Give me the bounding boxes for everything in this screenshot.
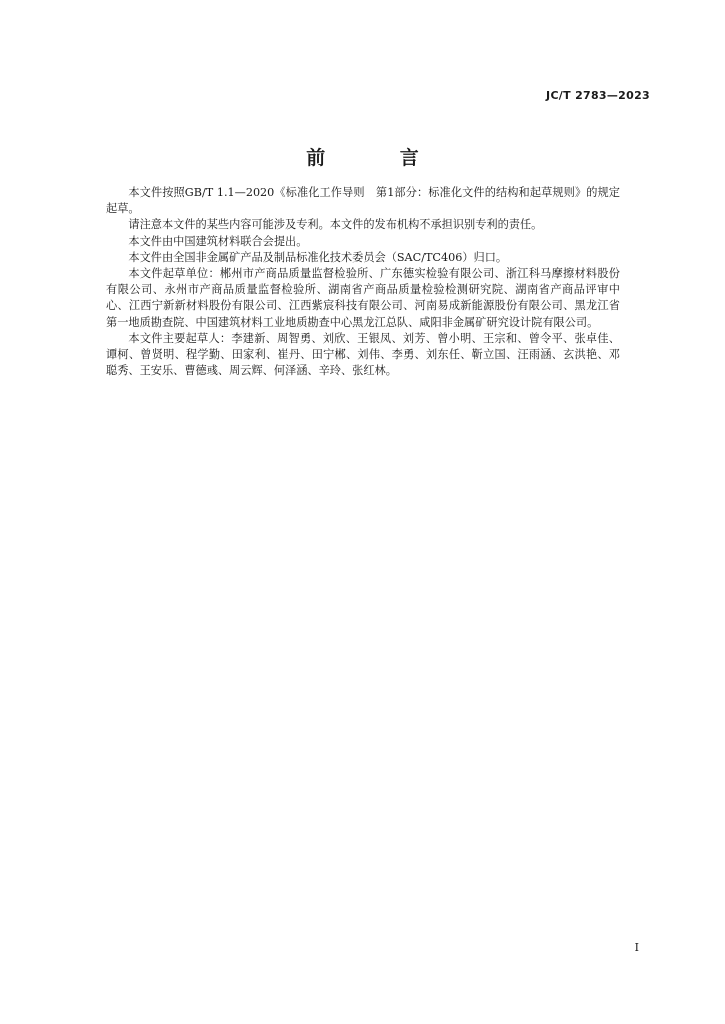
page-title: 前 言: [306, 147, 453, 169]
paragraph-proposer: 本文件由中国建筑材料联合会提出。: [128, 234, 308, 248]
paragraph-drafting-rules: 本文件按照GB/T 1.1—2020《标准化工作导则 第1部分：标准化文件的结构和起草规则》的规定起草。: [106, 186, 620, 216]
paragraph-technical-committee: 本文件由全国非金属矿产品及制品标准化技术委员会（SAC/TC406）归口。: [128, 250, 508, 264]
paragraph-drafting-units: 本文件起草单位：郴州市产商品质量监督检验所、广东德实检验有限公司、浙江科马摩擦材料股份有限公司、永州市产商品质量监督检验所、湖南省产商品质量检验检测研究院、湖南省产商品评审中心、江西宁新新材料股份有限公司、江西紫宸科技有限公司、河南易成新能源股份有限公司、黑龙江省第一地质勘查院、中国建筑材料工业地质勘查中心黑龙江总队、咸阳非金属矿研究设计院有限公司。: [106, 267, 620, 329]
paragraph-patent-notice: 请注意本文件的某些内容可能涉及专利。本文件的发布机构不承担识别专利的责任。: [128, 218, 543, 232]
page-number: I: [634, 941, 639, 954]
document-code: JC/T 2783—2023: [546, 89, 650, 102]
foreword-body: [106, 185, 620, 379]
paragraph-drafters: 本文件主要起草人：李建新、周智勇、刘欣、王银凤、刘芳、曾小明、王宗和、曾令平、张卓佳、谭柯、曾贤明、程学勤、田家利、崔丹、田宁郴、刘伟、李勇、刘东任、靳立国、汪雨涵、玄洪艳、邓聪秀、王安乐、曹德彧、周云辉、何泽涵、辛玲、张红林。: [106, 331, 620, 378]
